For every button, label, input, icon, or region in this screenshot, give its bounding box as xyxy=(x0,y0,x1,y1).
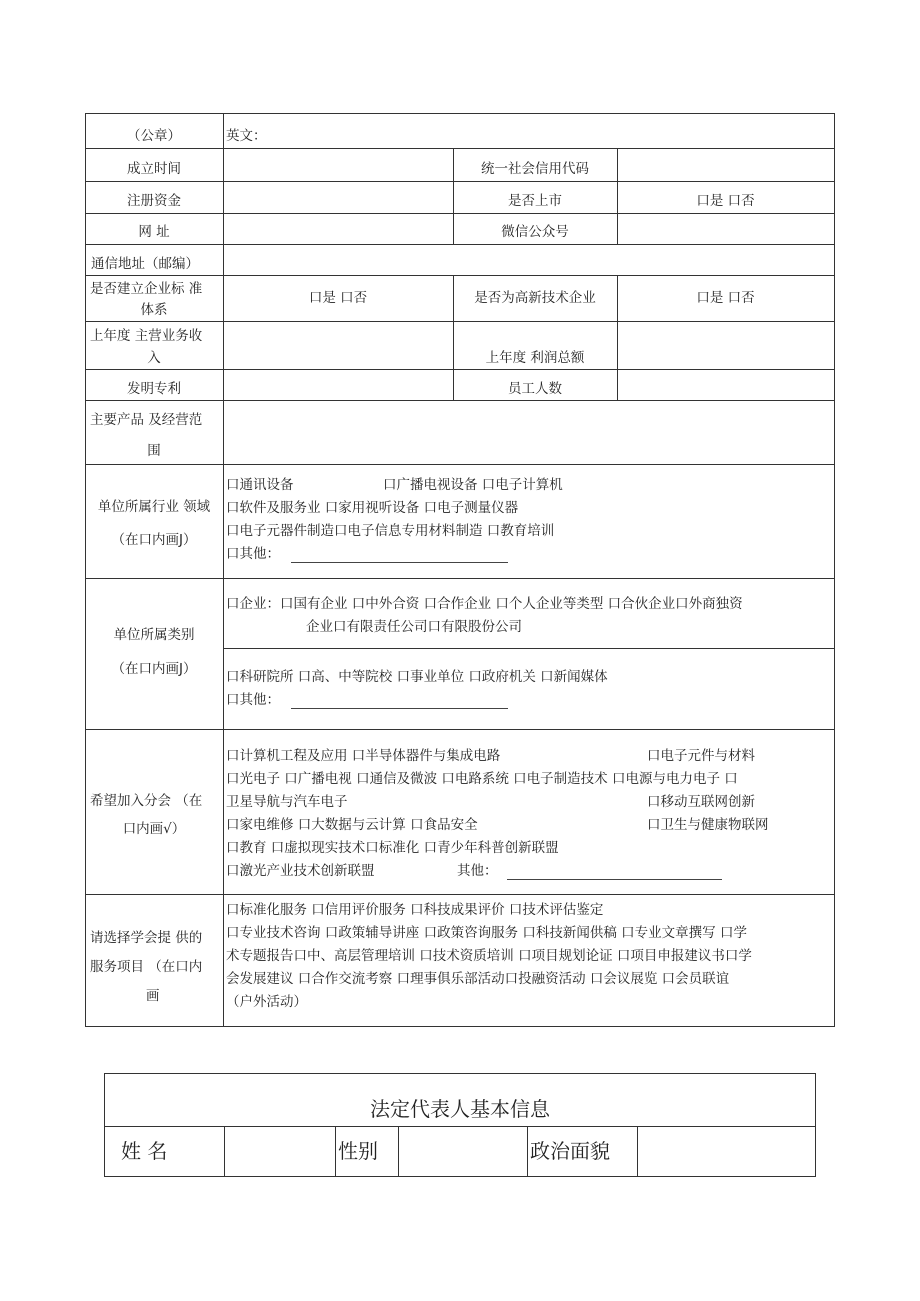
listed-options[interactable]: 口是 口否 xyxy=(696,193,755,209)
politics-field[interactable] xyxy=(638,1127,815,1176)
name-field[interactable] xyxy=(225,1127,335,1176)
profit-label: 上年度 利润总额 xyxy=(485,350,585,366)
industry-row-2[interactable]: 口软件及服务业 口家用视听设备 口电子测量仪器 xyxy=(226,500,519,516)
service-label-2: 服务项目 （在口内 xyxy=(90,959,203,975)
gender-field[interactable] xyxy=(399,1127,527,1176)
website-field[interactable] xyxy=(224,214,453,244)
seal-label: （公章） xyxy=(127,128,181,144)
products-label-2: 围 xyxy=(147,443,161,459)
branch-row-1[interactable]: 口计算机工程及应用 口半导体器件与集成电路 xyxy=(226,748,501,764)
address-label: 通信地址（邮编） xyxy=(91,256,199,272)
listed-label: 是否上市 xyxy=(508,193,562,209)
branch-row-5[interactable]: 口教育 口虚拟现实技术口标准化 口青少年科普创新联盟 xyxy=(226,840,559,856)
founded-field[interactable] xyxy=(224,149,453,181)
gender-label: 性别 xyxy=(338,1139,378,1163)
staff-field[interactable] xyxy=(618,370,834,400)
address-field[interactable] xyxy=(224,245,834,275)
profit-field[interactable] xyxy=(618,322,834,369)
name-label: 姓 名 xyxy=(121,1139,168,1163)
industry-option-telecom[interactable]: 口通讯设备 xyxy=(226,477,294,493)
politics-label: 政治面貌 xyxy=(530,1139,610,1163)
hitech-options[interactable]: 口是 口否 xyxy=(696,290,755,306)
category-enterprise-row-cont[interactable]: 企业口有限责任公司口有限股份公司 xyxy=(306,619,522,635)
std-system-options[interactable]: 口是 口否 xyxy=(308,290,368,306)
industry-label-2: （在口内画J） xyxy=(111,532,197,548)
industry-other-label[interactable]: 口其他： xyxy=(226,546,280,562)
branch-health-iot[interactable]: 口卫生与健康物联网 xyxy=(647,817,769,833)
service-row-5[interactable]: （户外活动） xyxy=(226,994,307,1010)
branch-label-2: 口内画√） xyxy=(122,821,186,837)
revenue-label-1: 上年度 主营业务收 xyxy=(90,328,203,344)
credit-code-label: 统一社会信用代码 xyxy=(481,161,589,177)
category-other-input[interactable] xyxy=(291,694,508,709)
branch-label-1: 希望加入分会 （在 xyxy=(90,793,203,809)
service-label-3: 画 xyxy=(146,988,160,1004)
capital-label: 注册资金 xyxy=(127,193,181,209)
wechat-label: 微信公众号 xyxy=(501,224,569,240)
industry-label-1: 单位所属行业 领域 xyxy=(97,499,211,515)
patent-label: 发明专利 xyxy=(127,381,181,397)
industry-other-input[interactable] xyxy=(291,548,508,563)
patent-field[interactable] xyxy=(224,370,453,400)
category-institution-row[interactable]: 口科研院所 口高、中等院校 口事业单位 口政府机关 口新闻媒体 xyxy=(226,669,608,685)
staff-label: 员工人数 xyxy=(508,381,562,397)
std-system-label-2: 体系 xyxy=(140,302,168,318)
category-enterprise-row[interactable]: 口企业：口国有企业 口中外合资 口合作企业 口个人企业等类型 口合伙企业口外商独资 xyxy=(226,596,743,612)
branch-row-4[interactable]: 口家电维修 口大数据与云计算 口食品安全 xyxy=(226,817,478,833)
branch-mobile-internet[interactable]: 口移动互联网创新 xyxy=(647,794,755,810)
branch-other-input[interactable] xyxy=(507,865,722,880)
products-field[interactable] xyxy=(224,401,834,464)
industry-row-3[interactable]: 口电子元器件制造口电子信息专用材料制造 口教育培训 xyxy=(226,523,555,539)
hitech-label: 是否为高新技术企业 xyxy=(474,290,596,306)
std-system-label-1: 是否建立企业标 准 xyxy=(90,281,203,297)
branch-row-2[interactable]: 口光电子 口广播电视 口通信及微波 口电路系统 口电子制造技术 口电源与电力电子 口 xyxy=(226,771,738,787)
service-label-1: 请选择学会提 供的 xyxy=(90,930,203,946)
category-label-2: （在口内画J） xyxy=(111,661,197,677)
industry-option-broadcast-computer[interactable]: 口广播电视设备 口电子计算机 xyxy=(383,477,563,493)
category-other-label[interactable]: 口其他： xyxy=(226,692,280,708)
service-row-1[interactable]: 口标准化服务 口信用评价服务 口科技成果评价 口技术评估鉴定 xyxy=(226,902,604,918)
wechat-field[interactable] xyxy=(618,214,834,244)
english-name-label: 英文： xyxy=(226,128,267,144)
branch-satellite-nav[interactable]: 卫星导航与汽车电子 xyxy=(226,794,348,810)
branch-electronic-materials[interactable]: 口电子元件与材料 xyxy=(647,748,755,764)
credit-code-field[interactable] xyxy=(618,149,834,181)
revenue-label-2: 入 xyxy=(147,350,161,366)
revenue-field[interactable] xyxy=(224,322,453,369)
branch-laser-alliance[interactable]: 口激光产业技术创新联盟 xyxy=(226,863,375,879)
category-label-1: 单位所属类别 xyxy=(113,627,195,643)
capital-field[interactable] xyxy=(224,182,453,213)
service-row-3[interactable]: 术专题报告口中、高层管理培训 口技术资质培训 口项目规划论证 口项目申报建议书口学 xyxy=(226,948,752,964)
website-label: 网 址 xyxy=(138,224,170,240)
products-label-1: 主要产品 及经营范 xyxy=(90,412,203,428)
legal-rep-title: 法定代表人基本信息 xyxy=(370,1097,550,1121)
service-row-4[interactable]: 会发展建议 口合作交流考察 口理事俱乐部活动口投融资活动 口会议展览 口会员联谊 xyxy=(226,971,730,987)
branch-other-label[interactable]: 其他： xyxy=(457,863,498,879)
service-row-2[interactable]: 口专业技术咨询 口政策辅导讲座 口政策咨询服务 口科技新闻供稿 口专业文章撰写 口学 xyxy=(226,925,747,941)
founded-label: 成立时间 xyxy=(127,161,181,177)
